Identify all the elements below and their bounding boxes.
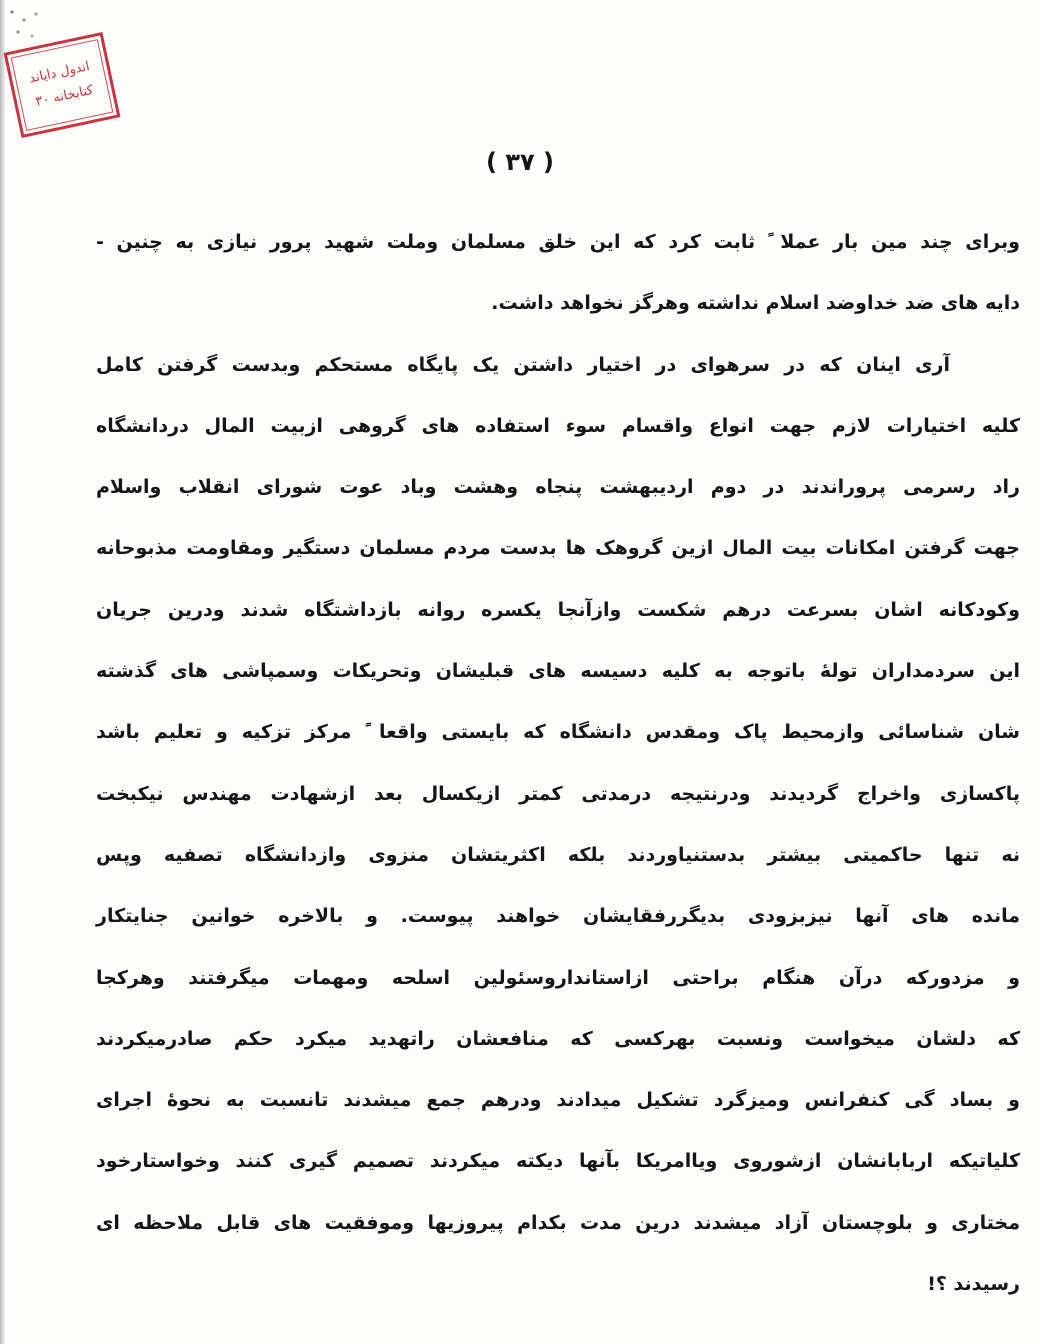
text-line: این سردمداران تولهٔ باتوجه به کلیه دسیسه های قبلیشان وتحریکات وسمپاشی های گذشته	[96, 660, 1020, 683]
page-number: ( ۳۷ )	[486, 148, 554, 176]
text-line: راد رسرمی پروراندند در دوم اردیبهشت پنجاه وهشت وباد عوت شورای انقلاب واسلام	[96, 476, 1020, 499]
stamp-text-bottom: کتابخانه ۳۰	[34, 82, 95, 110]
scan-specks	[2, 4, 46, 44]
text-line: کلیاتیکه اربابانشان ازشوروی ویاامریکا بآنها دیکته میکردند تصمیم گیری کنند وخواستارخود	[96, 1150, 1020, 1173]
text-line: وکودکانه اشان بسرعت درهم شکست وازآنجا یکسره روانه بازداشتگاه شدند ودرین جریان	[96, 598, 1020, 621]
scan-edge-shadow	[0, 0, 6, 1344]
text-line: نه تنها حاکمیتی بیشتر بدستنیاوردند بلکه اکثریتشان منزوی وازدانشگاه تصفیه وپس	[96, 843, 1020, 866]
text-line: کلیه اختیارات لازم جهت انواع واقسام سوء استفاده های گروهی ازبیت المال دردانشگاه	[96, 414, 1020, 437]
text-line: رسیدند ؟!	[927, 1273, 1020, 1296]
text-line: جهت گرفتن امکانات بیت المال ازین گروهک ها بدست مردم مسلمان دستگیر ومقاومت مذبوحانه	[96, 537, 1020, 560]
text-line: دایه های ضد خداوضد اسلام نداشته وهرگز نخواهد داشت.	[491, 292, 1020, 315]
library-stamp	[2, 30, 122, 140]
text-line: مانده های آنها نیزبزودی بدیگررفقایشان خواهند پیوست. و بالاخره خوانین جنایتکار	[96, 905, 1020, 928]
text-line: شان شناسائی وازمحیط پاک ومقدس دانشگاه که بایستی واقعا ً مرکز تزکیه و تعلیم باشد	[96, 721, 1020, 744]
text-line: و مزدورکه درآن هنگام براحتی ازاستانداروسئولین اسلحه ومهمات میگرفتند وهرکجا	[96, 966, 1020, 989]
text-line: و بساد گی کنفرانس ومیزگرد تشکیل میدادند ودرهم جمع میشدند تانسبت به نحوهٔ اجرای	[96, 1089, 1020, 1112]
stamp-text-top: اندول دایاند	[27, 59, 91, 87]
text-line: مختاری و بلوچستان آزاد میشدند درین مدت بکدام پیروزیها وموفقیت های قابل ملاحظه ای	[96, 1211, 1020, 1234]
body-text	[96, 212, 1020, 1315]
text-line: که دلشان میخواست ونسبت بهرکسی که منافعشان راتهدید میکرد حکم صادرمیکردند	[96, 1027, 1020, 1050]
text-line: آری اینان که در سرهوای در اختیار داشتن یک پایگاه مستحکم وبدست گرفتن کامل	[96, 353, 950, 376]
stamp-graphic	[2, 30, 122, 140]
text-line: وبرای چند مین بار عملا ً ثابت کرد که این خلق مسلمان وملت شهید پرور نیازی به چنین -	[96, 231, 1020, 253]
text-line: پاکسازی واخراج گردیدند ودرنتیجه درمدتی کمتر ازیکسال بعد ازشهادت مهندس نیکبخت	[96, 782, 1020, 805]
